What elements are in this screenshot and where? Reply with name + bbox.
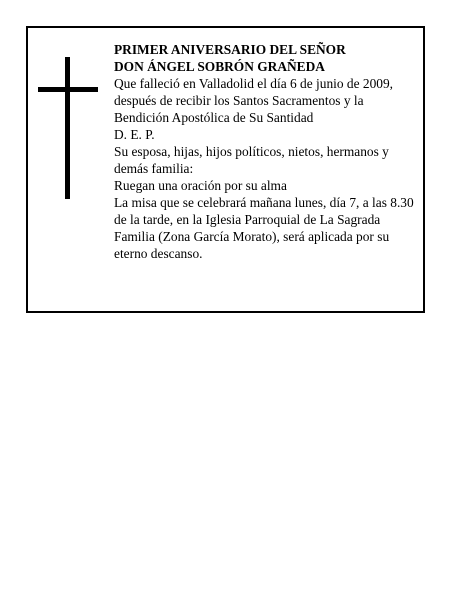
notice-body-line: demás familia: <box>114 161 194 176</box>
cross-horizontal-bar <box>38 87 98 92</box>
notice-body-line: eterno descanso. <box>114 246 203 261</box>
notice-heading-line: DON ÁNGEL SOBRÓN GRAÑEDA <box>114 59 325 74</box>
notice-body-line: Familia (Zona García Morato), será aplicada por su <box>114 229 390 244</box>
notice-body-line: de la tarde, en la Iglesia Parroquial de La Sagrada <box>114 212 381 227</box>
notice-body-line: Ruegan una oración por su alma <box>114 178 287 193</box>
obituary-notice <box>26 26 425 313</box>
notice-body-line: La misa que se celebrará mañana lunes, día 7, a las 8.30 <box>114 195 414 210</box>
notice-body-line: Bendición Apostólica de Su Santidad <box>114 110 314 125</box>
notice-text <box>114 41 420 262</box>
notice-body-line: después de recibir los Santos Sacramentos y la <box>114 93 364 108</box>
notice-body-line: Su esposa, hijas, hijos políticos, nietos, hermanos y <box>114 144 389 159</box>
notice-body-line: Que falleció en Valladolid el día 6 de junio de 2009, <box>114 76 394 91</box>
notice-body-line: D. E. P. <box>114 127 155 142</box>
cross-icon <box>38 57 98 199</box>
cross-vertical-bar <box>65 57 70 199</box>
notice-heading-line: PRIMER ANIVERSARIO DEL SEÑOR <box>114 42 346 57</box>
